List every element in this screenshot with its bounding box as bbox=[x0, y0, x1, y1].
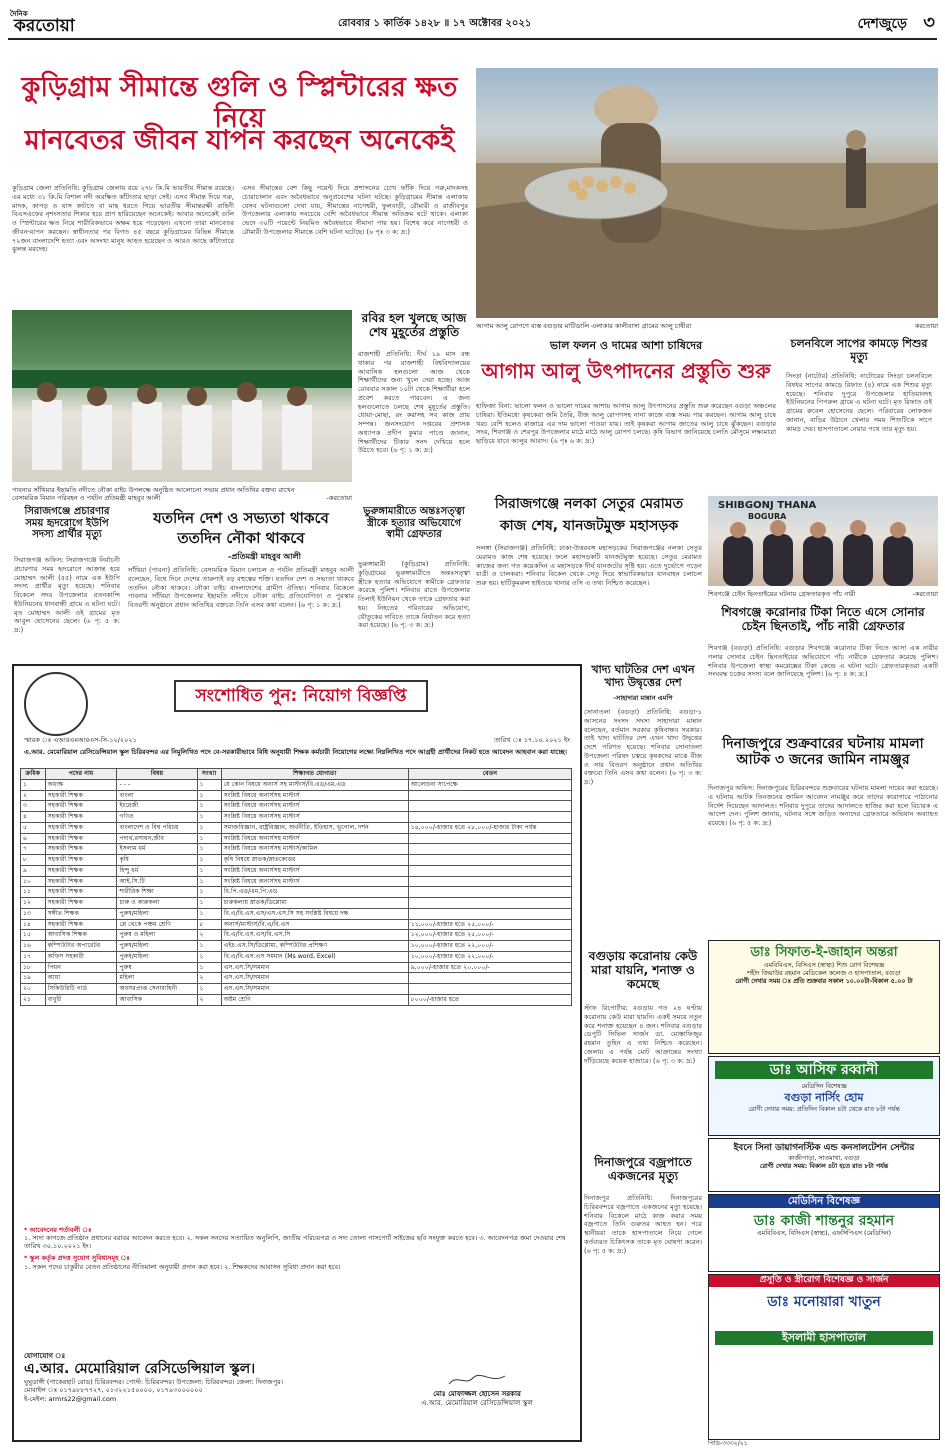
job-table-cell: প্লে থেকে পঞ্চম শ্রেণি bbox=[117, 919, 197, 930]
job-table-cell: ৪ bbox=[21, 812, 46, 823]
footer-code: পিডি-৩৩৩২/২১ bbox=[708, 1440, 748, 1447]
job-table-cell: সহকারী শিক্ষক bbox=[45, 919, 117, 930]
job-table-cell: এস.এস.সি/সমমান bbox=[221, 984, 408, 995]
job-table-cell: ১৩ bbox=[21, 908, 46, 919]
doctor-1-time: রোগী দেখার সময় ঃ প্রতি শুক্রবার সকাল ১০.০০টা-বিকাল ৫.০০ টা bbox=[735, 978, 913, 986]
job-table-cell: সংশ্লিষ্ট বিষয়ে অনার্সসহ মাস্টার্স bbox=[221, 876, 408, 887]
job-table-cell: যে কোন বিষয়ে অনার্স সহ মাস্টার্স/বি.এড/এম.এড bbox=[221, 779, 408, 790]
potato-headline: আগাম আলু উৎপাদনের প্রস্তুতি শুরু bbox=[481, 359, 771, 383]
job-table-cell: ১ bbox=[197, 984, 221, 995]
job-table-cell: পুরুষ bbox=[117, 962, 197, 973]
shibganj-credit: -করতোয়া bbox=[912, 590, 938, 598]
job-table-row bbox=[21, 876, 572, 887]
job-table-cell: বাংলাদেশ ও বিশ্ব পরিচয় bbox=[117, 822, 197, 833]
job-table-cell: হিন্দু ধর্ম bbox=[117, 865, 197, 876]
job-table-cell: ১ bbox=[197, 962, 221, 973]
doctor-4-place: ইসলামী হাসপাতাল bbox=[715, 1331, 933, 1345]
job-table-cell: সহকারী শিক্ষক bbox=[45, 812, 117, 823]
job-contact bbox=[24, 1352, 364, 1403]
corona-headline: বগুড়ায় করোনায় কেউ মারা যায়নি, শনাক্ত ও কমেছে bbox=[588, 949, 698, 991]
job-table-wrap bbox=[20, 768, 572, 1006]
job-table-header: ক্রমিক bbox=[21, 769, 46, 780]
doctor-1-name: ডাঃ সিফাত-ই-জাহান অন্তরা bbox=[750, 945, 898, 960]
signature-mark bbox=[384, 1372, 570, 1390]
benefits-text: ১. সকল পদের চাকুরীর বেতন প্রতিষ্ঠানের নীতিমালা অনুযায়ী প্রদান করা হবে। ২. শিক্ষকদের আবাসন সুবিধা প্রদান করা হবে। bbox=[24, 1262, 341, 1271]
lead-body-col2: এসব সীমান্তের বেশ কিছু পয়েন্ট দিয়ে প্রশাসনের চোখ ফাঁকি দিয়ে গরু,মাদকসহ চোরাচালান এবং অবৈধভাবে অনুপ্রবেশের ঘটনা ঘটছে। কুড়িগ্রামের সীমান্ত এলাকায় যেসব ঘটনাগুলো দেখা যায়, সীমান্তের নাগেশ্বরী, ফুলবাড়ী, রৌমারী ও রাজীবপুর উপজেলার এলাকায় সবচেয়ে বেশি অবৈধভাবে সীমান্ত অতিক্রম ঘটে থাকে। এলাকা ভেদে ৩০টি পয়েন্টে নিয়মিত অবৈধভাবে সীমানা পার হয়। বিশেষ করে নাগেশ্বরী ও রৌমারী উপজেলার সীমান্তে বেশি ঘটনা ঘটেছে। (৬ পৃঃ ৩ ক: দ্র:) bbox=[242, 184, 468, 236]
job-table-cell: ২ bbox=[197, 930, 221, 941]
doctor-ad-2 bbox=[708, 1056, 940, 1136]
job-table-cell: ১ bbox=[197, 951, 221, 962]
potato-photo-caption: আগাম আলু রোপণে ব্যস্ত বগুড়ার মাটিডালি এলাকার কালীবাসা গ্রামের আলু চাষীরা bbox=[476, 322, 692, 330]
job-table-cell: গণিত bbox=[117, 812, 197, 823]
job-table-cell bbox=[408, 833, 571, 844]
job-table-row bbox=[21, 919, 572, 930]
rally-photo-caption: পাবনার সাঁথিয়ার ইছামতি নদীতে নৌকা বাইচ উপলক্ষে অনুষ্ঠিত আলোচনা সভায় প্রধান অতিথির বক্তব্য রাখেন বেসামরিক বিমান পরিবহন ও পর্যটন প্রতিমন্ত্রী মাহবুব আলী bbox=[12, 486, 295, 503]
rally-body: সাঁথিয়া (পাবনা) প্রতিনিধি: বেসামরিক বিমান চলাচল ও পর্যটন প্রতিমন্ত্রী মাহবুব আলী বলেছেন, বিশ্বে দিনে দেশের তারুণ্যই বড় বহুত্বের শক্তি। যতদিন দেশ ও সভ্যতা থাকবে ততদিন নৌকা থাকবে। নৌকা বাইচ বাংলাদেশের গ্রামীণ ঐতিহ্য। শনিবার বিকেলে পাবনার সাঁথিয়া উপজেলার ইছামতি নদীতে নৌকা বাইচ প্রতিযোগিতা ও পুরস্কার বিতরণী অনুষ্ঠানে প্রধান অতিথির বক্তব্যে তিনি এসব কথা বলেন। (৬ পৃ: ১ ক: দ্র:) bbox=[128, 566, 354, 610]
snake-story bbox=[784, 338, 936, 488]
school-address: ঘুঘুডাঙ্গী (পাকেরহাট রোড) চিরিরবন্দর। পোস্ট: চিরিরবন্দর। উপজেলা: চিরিরবন্দর। জেলা: দিনাজপুর। bbox=[24, 1378, 284, 1387]
job-table-cell: সহকারী শিক্ষক bbox=[45, 898, 117, 909]
job-table-header: সংখ্যা bbox=[197, 769, 221, 780]
potato-farmer-photo bbox=[476, 68, 938, 318]
job-table-cell: শারীরিক শিক্ষা bbox=[117, 887, 197, 898]
potato-kicker: ভাল ফলন ও দামের আশা চাষিদের bbox=[549, 339, 703, 352]
job-table-cell: ১০,০০০/-হাজার হতে ২২,০০০/- bbox=[408, 951, 571, 962]
signatory-title: এ.আর. মেমোরিয়াল রেসিডেন্সিয়াল স্কুল bbox=[421, 1398, 533, 1407]
job-table-cell: এইচ.এস.সি/ডিপ্লোমা, কম্পিউটার প্রশিক্ষণ bbox=[221, 941, 408, 952]
food-headline: খাদ্য ঘাটতির দেশ এখন খাদ্য উদ্বৃত্তের দেশ bbox=[591, 663, 695, 689]
job-table-cell: আলোচনা সাপেক্ষে bbox=[408, 779, 571, 790]
job-table-cell: সহকারী শিক্ষক bbox=[45, 822, 117, 833]
job-table-row bbox=[21, 822, 572, 833]
job-table-cell: সহকারী শিক্ষক bbox=[45, 855, 117, 866]
job-table-cell: অষ্টম শ্রেণি bbox=[221, 994, 408, 1005]
job-table-cell: - - - bbox=[117, 779, 197, 790]
job-table-cell: ১ bbox=[21, 779, 46, 790]
job-table-cell: বাংলা bbox=[117, 790, 197, 801]
rally-photo-credit: -করতোয়া bbox=[326, 494, 352, 502]
school-name: এ.আর. মেমোরিয়াল রেসিডেন্সিয়াল স্কুল। bbox=[24, 1360, 256, 1377]
siraj-up-headline: সিরাজগঞ্জে প্রচারণার সময় হৃদরোগে ইউপি সদস্য প্রার্থীর মৃত্যু bbox=[24, 506, 110, 540]
job-ad-title: সংশোধিত পুন: নিয়োগ বিজ্ঞপ্তি bbox=[174, 680, 428, 712]
doctor-1-detail: এমবিবিএস, বিসিএস (স্বাস্থ্য) শিশু রোগ বিশেষজ্ঞ bbox=[763, 961, 885, 969]
shibganj-caption: শিবগঞ্জে চেইন ছিনতাইয়ের ঘটনায় গ্রেফতারকৃত পাঁচ নারী bbox=[708, 590, 856, 598]
shibganj-photo bbox=[708, 496, 938, 586]
job-ad bbox=[12, 664, 582, 1442]
siraj-up-body: সিরাজগঞ্জ অফিস: সিরাজগঞ্জে নির্বাচনী প্রচারণার সময় হৃদরোগে আক্রান্ত হয়ে মোহাম্মদ আলী (৫৫) নামে এক ইউপি সদস্য প্রার্থীর মৃত্যু হয়েছে। শনিবার বিকেলে সদর উপজেলার রতনকান্দি ইউনিয়নের ধানবান্ধী গ্রামে এ ঘটনা ঘটে। মৃত মোহাম্মদ আলী ওই গ্রামের মৃত আবুল হোসেনের ছেলে। (৬ পৃ: ৫ ক: দ্র:) bbox=[14, 556, 120, 635]
job-table-cell: সহকারী শিক্ষক bbox=[45, 790, 117, 801]
job-table-cell: সহকারী শিক্ষক bbox=[45, 887, 117, 898]
shibganj-photo-label1: SHIBGONJ THANA bbox=[718, 500, 817, 511]
job-table-cell: ১ bbox=[197, 898, 221, 909]
job-table-cell bbox=[408, 973, 571, 984]
job-table-cell: ১ bbox=[197, 876, 221, 887]
job-table-cell: ৫ bbox=[21, 822, 46, 833]
job-table-cell bbox=[408, 865, 571, 876]
farmer-illustration bbox=[476, 68, 938, 318]
school-seal-icon bbox=[24, 672, 88, 736]
benefits-heading: * স্কুল কর্তৃক প্রদত্ত সুযোগ সুবিধাসমূহ ঃ bbox=[24, 1254, 130, 1263]
job-table-cell: চারুকলায় স্নাতক/ডিপ্লোমা bbox=[221, 898, 408, 909]
job-table-row bbox=[21, 994, 572, 1005]
job-table-cell: ১ bbox=[197, 790, 221, 801]
lead-headline-2: মানবেতর জীবন যাপন করছেন অনেকেই bbox=[24, 125, 455, 156]
job-table-row bbox=[21, 962, 572, 973]
job-table-row bbox=[21, 790, 572, 801]
rally-photo bbox=[12, 310, 352, 482]
job-table-cell: সংশ্লিষ্ট বিষয়ে অনার্সসহ মাস্টার্স bbox=[221, 812, 408, 823]
job-table-cell: সহকারী শিক্ষক bbox=[45, 801, 117, 812]
doctor-4-name: ডাঃ মনোয়ারা খাতুন bbox=[767, 1293, 881, 1310]
bridge-headline-1: সিরাজগঞ্জে নলকা সেতুর মেরামত bbox=[494, 496, 684, 512]
job-table-cell: সহকারী শিক্ষক bbox=[45, 833, 117, 844]
job-table-header: শিক্ষাগত যোগ্যতা bbox=[221, 769, 408, 780]
lead-body-col1: কুড়িগ্রাম জেলা প্রতিনিধি: কুড়িগ্রাম জেলায় রয়ে ২৭৮ কি.মি ভারতীয় সীমান্ত রয়েছে। এর মধ্যে ৩১ কি.মি বিশাল নদী অরক্ষিত কাঁটাতার ছাড়া সেই। এসব সীমান্ত দিয়ে গরু, মাদক, কাপড় ও যাস কাটতে বা মাছ ধরতে গিয়ে ভারতীয় সীমান্তরক্ষী বাহিনী বিএসএফের নৃশংসতার শিকার হয়ে প্রাণ হারিয়েছেন অনেকেই। আবার অনেকেই গুলি ও স্প্লিন্টারের ক্ষত নিয়ে শারীরিকভাবে অক্ষম হয়ে পড়েছেন। এখনো তারা মানবেতর জীবন-যাপন করছেন। স্বাধীনতার পর বিগত ৪৫ বছরে কুড়িগ্রামের বিভিন্ন সীমান্তে ৭২জন বাংলাদেশি হত্যা এবং অসংখ্য মানুষ আহত হয়েছেন ও আরও আছে কাঁটাতারে ঝুলন্ত মরদেহ। bbox=[12, 184, 234, 254]
job-table-cell: ১৫ bbox=[21, 930, 46, 941]
job-table-cell: ৮০০০/-হাজার হতে bbox=[408, 994, 571, 1005]
job-table-cell: সংশ্লিষ্ট বিষয়ে অনার্সসহ মাস্টার্স bbox=[221, 833, 408, 844]
job-table-cell: পুরুষ/মহিলা bbox=[117, 951, 197, 962]
job-table-cell: ৯,০০০/-হাজার হতে ২০,০০০/- bbox=[408, 962, 571, 973]
job-table-cell: ১৯ bbox=[21, 973, 46, 984]
school-phone: মোবাইল ঃ ০১৭৯৮৮৭৭২৭, ০১৩২২১৫০০০০, ০১৭৯৩০০০০০০ bbox=[24, 1386, 203, 1395]
doctor-ad-4 bbox=[708, 1274, 940, 1440]
rally-byline: -প্রতিমন্ত্রী মাহবুব আলী bbox=[228, 552, 301, 561]
doctor-ad-3 bbox=[708, 1194, 940, 1272]
job-table-row bbox=[21, 855, 572, 866]
job-notes bbox=[24, 1226, 570, 1271]
job-table-cell: সঙ্গীত শিক্ষক bbox=[45, 908, 117, 919]
doctor-3-place: এমবিবিএস, বিসিএস (স্বাস্থ্য), এফসিপিএস (মেডিসিন) bbox=[756, 1230, 892, 1238]
job-table-cell: ৮ bbox=[21, 855, 46, 866]
job-table-cell: ৭ bbox=[21, 844, 46, 855]
job-table-cell: বি.এ/বি.এস.এস সমমান (Ms word, Excel) bbox=[221, 951, 408, 962]
job-table-cell: অফিস সহকারী bbox=[45, 951, 117, 962]
job-table-cell: সিকিউরিটি গার্ড bbox=[45, 984, 117, 995]
lightning-body: দিনাজপুর প্রতিনিধি: দিনাজপুরের চিরিরবন্দরে বজ্রপাতে একজনের মৃত্যু হয়েছে। শনিবার বিকেলে মাঠে কাজ করার সময় বজ্রপাতে তিনি গুরুতর আহত হন। পরে স্থানীয়রা তাকে হাসপাতালে নিয়ে গেলে কর্তব্যরত চিকিৎসক তাকে মৃত ঘোষণা করেন। (৬ পৃ: ৫ ক: দ্র:) bbox=[584, 1194, 702, 1255]
job-table-cell: আবাসিক bbox=[117, 994, 197, 1005]
job-table-cell: ২১ bbox=[21, 994, 46, 1005]
job-table-cell: ১ bbox=[197, 844, 221, 855]
job-table-cell bbox=[408, 887, 571, 898]
shibganj-headline: শিবগঞ্জে করোনার টিকা নিতে এসে সোনার চেইন ছিনতাই, পাঁচ নারী গ্রেফতার bbox=[721, 605, 925, 633]
food-body: সোনাতলা (বগুড়া) প্রতিনিধি: বগুড়া-১ আসনের সংসদ সদস্য সাহাদারা মান্নান বলেছেন, বর্তমান সরকার কৃষিবান্ধব সরকার। তাই খাদ্য ঘাটতির দেশ এখন খাদ্য উদ্বৃত্তের দেশে পরিণত হয়েছে। শনিবার সোনাতলা উপজেলা পরিষদ চত্বরে কৃষকদের মাঝে বীজ ও সার বিতরণ অনুষ্ঠানে প্রধান অতিথির বক্তব্যে তিনি এসব কথা বলেন। (৬ পৃ: ৩ ক: দ্র:) bbox=[584, 708, 702, 787]
job-table-cell: বি.এ/বি.এস.এস/এস.এস.সি সহ সংশ্লিষ্ট বিষয়ে দক্ষ bbox=[221, 908, 408, 919]
job-table-cell: সংশ্লিষ্ট বিষয়ে অনার্সসহ মাস্টার্স bbox=[221, 865, 408, 876]
job-table-cell: ১ bbox=[197, 822, 221, 833]
bridge-body: সলঙ্গা (সিরাজগঞ্জ) প্রতিনিধি: ঢাকা-উত্তরবঙ্গ মহাসড়কের সিরাজগঞ্জের নলকা সেতুর মেরামত কাজ শেষ হয়েছে। ফলে মহাসড়কটি যানজটমুক্ত হয়েছে। সেতুর মেরামত কাজের জন্য গত কয়েকদিন এ মহাসড়কে দীর্ঘ যানজটের সৃষ্টি হয়। এতে দুর্ভোগে পড়েন যাত্রী ও চালকরা। শনিবার বিকেল থেকে সেতু দিয়ে স্বাভাবিকভাবে যানবাহন চলাচল শুরু হয়। হাটিকুমরুল হাইওয়ে থানার ওসি এ তথ্য নিশ্চিত করেছেন। bbox=[476, 544, 702, 588]
job-table-cell: ১ bbox=[197, 833, 221, 844]
job-table-cell bbox=[408, 898, 571, 909]
potato-body: হাফিজা বিনা: ভালো ফলন ও ভালো দামের আশায় আগাম আলু উৎপাদনের প্রস্তুতি শুরু করেছেন বগুড়া অঞ্চলের চাষিরা। ইতিমধ্যে কৃষকেরা জমি তৈরি, বীজ আলু রোপণসহ নানা কাজে ব্যস্ত সময় পার করছেন। আগাম আলু চাষে খরচ বেশি হলেও বাজারে এর দাম ভালো পাওয়া যায়। তাই কৃষকরা আগাম জাতের আলু চাষে ঝুঁকছেন। বগুড়ার সদর, শিবগঞ্জ ও শেরপুর উপজেলার মাঠে মাঠে আলু রোপণ চলছে। কৃষি বিভাগ জানিয়েছে চলতি মৌসুমে লক্ষ্যমাত্রা ছাড়িয়ে যাবে আলুর আবাদ। (৬ পৃঃ ৬ ক: দ্র:) bbox=[476, 402, 776, 446]
job-table-cell: ৩ bbox=[21, 801, 46, 812]
notes-text: ১. সাদা কাগজে প্রতিষ্ঠান প্রধানের বরাবর আবেদন করতে হবে। ২. সকল সনদের সত্যায়িত অনুলিপি, জাতীয় পরিচয়পত্র ও সদ্য তোলা পাসপোর্ট সাইজের ছবি সংযুক্ত করতে হবে। ৩. আবেদনপত্র জমা দেওয়ার শেষ তারিখ ৩০.১০.২০২১ ইং। bbox=[24, 1234, 566, 1251]
job-table-cell: ১ bbox=[197, 855, 221, 866]
job-table-cell: ১ bbox=[197, 865, 221, 876]
job-table-row bbox=[21, 833, 572, 844]
job-table-cell: আয়া bbox=[45, 973, 117, 984]
job-table-cell: ২ bbox=[197, 994, 221, 1005]
job-table-cell: ১২,০০০/-হাজার হতে ২৫,০০০/- bbox=[408, 930, 571, 941]
signature-block bbox=[384, 1372, 570, 1408]
job-table-cell: ১ bbox=[197, 779, 221, 790]
signatory-name: মোঃ মোফাজ্জল হোসেন সরকার bbox=[433, 1390, 521, 1398]
job-table-cell: ২০ bbox=[21, 984, 46, 995]
doctor-3-name: ডাঃ কাজী শান্তনুর রহমান bbox=[753, 1213, 895, 1229]
job-table-cell: ২ bbox=[197, 973, 221, 984]
job-table-row bbox=[21, 865, 572, 876]
job-table-row bbox=[21, 973, 572, 984]
page-header bbox=[8, 8, 937, 40]
job-table-cell: সহকারী শিক্ষক bbox=[45, 865, 117, 876]
job-table-cell: ১৬ bbox=[21, 941, 46, 952]
job-table-header: পদের নাম bbox=[45, 769, 117, 780]
job-table-cell: কৃষি বিষয়ে স্নাতক/স্নাতকোত্তর bbox=[221, 855, 408, 866]
rally-headline-2: ততদিন নৌকা থাকবে bbox=[177, 529, 305, 547]
lead-headline-1: কুড়িগ্রাম সীমান্তে গুলি ও স্প্লিন্টারের ক্ষত নিয়ে bbox=[21, 72, 458, 135]
dinajpur-case-headline: দিনাজপুরে শুক্রবারের ঘটনায় মামলা আটক ৩ জনের জামিন নামঞ্জুর bbox=[722, 736, 924, 769]
masthead-logo bbox=[8, 10, 128, 36]
job-table-cell bbox=[408, 801, 571, 812]
job-table-cell: সংশ্লিষ্ট বিষয়ে অনার্সসহ মাস্টার্স/কামিল bbox=[221, 844, 408, 855]
shibganj-photo-label2: BOGURA bbox=[748, 512, 787, 521]
job-table-cell: সংশ্লিষ্ট বিষয়ে অনার্সসহ মাস্টার্স bbox=[221, 801, 408, 812]
job-table-cell: ১৪,০০০/-হাজার হতে ২৮,০০০/-হাজার টাকা পর্যন্ত bbox=[408, 822, 571, 833]
dateline: রোববার ১ কার্তিক ১৪২৮ ॥ ১৭ অক্টোবর ২০২১ bbox=[338, 18, 532, 29]
bhurungamari-headline: ভুরুঙ্গামারীতে অন্তঃসত্ত্বা স্ত্রীকে হত্যার অভিযোগে স্বামী গ্রেফতার bbox=[363, 506, 465, 540]
job-table-row bbox=[21, 779, 572, 790]
diagnostic-name: ইবনে সিনা ডায়াগনস্টিক এন্ড কনসালটেশন সেন্টার bbox=[733, 1143, 915, 1153]
potato-photo-credit: করতোয়া bbox=[914, 322, 938, 330]
crowd-illustration bbox=[12, 310, 352, 482]
job-table-row bbox=[21, 844, 572, 855]
job-table-row bbox=[21, 887, 572, 898]
doctor-ad-1 bbox=[708, 940, 940, 1054]
job-table-cell bbox=[408, 876, 571, 887]
snake-body: সিংড়া (নাটোর) প্রতিনিধি: নাটোরের সিংড়া চলনবিলে বিষধর সাপের কামড়ে রিফাত (৪) নামে এক শিশুর মৃত্যু হয়েছে। শনিবার দুপুরে উপজেলার হাতিয়ানদহ ইউনিয়নের পিপরুল গ্রামে এ ঘটনা ঘটে। মৃত রিফাত ওই গ্রামের রুবেল হোসেনের ছেলে। পরিবারের লোকজন জানান, বাড়ির উঠানে খেলার সময় শিশুটিকে সাপে কামড় দেয়। হাসপাতালে নেয়ার পথে তার মৃত্যু হয়। bbox=[786, 372, 932, 433]
job-table-cell: পুরুষ ও মহিলা bbox=[117, 930, 197, 941]
job-table-cell: পিয়ন bbox=[45, 962, 117, 973]
page-number: ৩ bbox=[923, 12, 935, 33]
job-table-cell: আই.সি.টি bbox=[117, 876, 197, 887]
doctor-2-name: ডাঃ আসিফ রব্বানী bbox=[715, 1061, 933, 1079]
food-byline: -সাহাদারা মান্নান এমপি bbox=[613, 694, 673, 702]
job-table-cell: ১৭ bbox=[21, 951, 46, 962]
doctor-1-place: শহীদ জিয়াউর রহমান মেডিকেল কলেজ ও হাসপাতাল, বগুড়া bbox=[747, 970, 901, 978]
job-table-cell: ১ bbox=[197, 941, 221, 952]
job-table-cell: এস.এস.সি/সমমান bbox=[221, 962, 408, 973]
rabbi-headline: রবির হল খুলছে আজ শেষ মুহূর্তের প্রস্তুতি bbox=[361, 311, 467, 339]
job-table-row bbox=[21, 801, 572, 812]
job-table-cell: ১১,০০০/-হাজার হতে ২৫,০০০/- bbox=[408, 919, 571, 930]
job-table-cell: বি.পি.এড/এম.পি.এড bbox=[221, 887, 408, 898]
job-table-cell: ইংরেজী bbox=[117, 801, 197, 812]
doctor-2-place: বগুড়া নার্সিং হোম bbox=[784, 1091, 864, 1105]
job-table-cell: ৮ bbox=[197, 919, 221, 930]
job-table-cell: অবসরপ্রাপ্ত সেনাবাহিনী bbox=[117, 984, 197, 995]
job-table-cell: কৃষি bbox=[117, 855, 197, 866]
doctor-2-detail: মেডিসিন বিশেষজ্ঞ bbox=[801, 1083, 847, 1091]
job-table-cell bbox=[408, 908, 571, 919]
snake-headline: চলনবিলে সাপের কামড়ে শিশুর মৃত্যু bbox=[790, 337, 928, 363]
bridge-headline-2: কাজ শেষ, যানজটমুক্ত মহাসড়ক bbox=[499, 518, 679, 534]
job-table-cell: ১২ bbox=[21, 898, 46, 909]
job-table-row bbox=[21, 984, 572, 995]
job-table-cell: ১৮ bbox=[21, 962, 46, 973]
corona-body: স্টাফ রিপোর্টার: বগুড়ায় গত ২৪ ঘণ্টায় করোনায় কেউ মারা যায়নি। একই সময়ে নতুন করে শনাক্ত হয়েছেন ৪ জন। শনিবার বগুড়ার ডেপুটি সিভিল সার্জন ডা. মোস্তাফিজুর রহমান তুহিন এ তথ্য নিশ্চিত করেছেন। জেলায় এ পর্যন্ত মোট আক্রান্তের সংখ্যা দাঁড়িয়েছে কয়েক হাজারে। (৬ পৃ: ৩ ক: দ্র:) bbox=[584, 1004, 702, 1065]
job-table-cell: সংশ্লিষ্ট বিষয়ে অনার্সসহ মাস্টার্স bbox=[221, 790, 408, 801]
job-table-cell: ১৪ bbox=[21, 919, 46, 930]
diagnostic-time: রোগী দেখার সময়: বিকাল ৪টা হতে রাত ৮টা পর্যন্ত bbox=[759, 1162, 889, 1170]
logo-small: দৈনিক bbox=[10, 10, 28, 18]
doctor-4-detail: প্রসূতি ও স্ত্রীরোগ বিশেষজ্ঞ ও সার্জন bbox=[709, 1275, 939, 1287]
job-table-cell: ২ bbox=[21, 790, 46, 801]
contact-heading: যোগাযোগ ঃ bbox=[24, 1352, 66, 1360]
rabbi-body: রাজশাহী প্রতিনিধি: দীর্ঘ ১৯ মাস বন্ধ থাকার পর রাজশাহী বিশ্ববিদ্যালয়ের আবাসিক হলগুলো আজ থেকে শিক্ষার্থীদের জন্য খুলে দেয়া হচ্ছে। আজ রোববার সকাল ১০টা থেকে শিক্ষার্থীরা হলে প্রবেশ করতে পারবেন। এ জন্য হলগুলোতে চলছে শেষ মুহূর্তের প্রস্তুতি। ধোয়া-মোছা, রং করাসহ সব কাজ প্রায় সম্পন্ন। জনসংযোগ দপ্তরের প্রশাসক অধ্যাপক প্রদীপ কুমার পাণ্ডে জানান, শিক্ষার্থীদের টিকার সনদ দেখিয়ে হলে উঠতে হবে। (৬ পৃ: ১ ক: দ্র:) bbox=[358, 350, 470, 455]
doctor-2-time: রোগী দেখার সময়: প্রতিদিন বিকাল ৪টা থেকে রাত ৮টা পর্যন্ত bbox=[748, 1105, 900, 1113]
job-table-cell: ১০,০০০/-হাজার হতে ২২,০০০/- bbox=[408, 941, 571, 952]
school-email: ই-মেইল: armrs22@gmail.com bbox=[24, 1394, 117, 1403]
dinajpur-case-body: দিনাজপুর অফিস: দিনাজপুরের চিরিরবন্দরে শুক্রবারের ঘটনায় মামলা দায়ের করা হয়েছে। এ ঘটনায় আটক তিনজনের জামিন আবেদন নামঞ্জুর করে তাদের কারাগারে পাঠানোর নির্দেশ দিয়েছেন আদালত। শনিবার দুপুরে তাদের আদালতে হাজির করা হলে বিচারক এ আদেশ দেন। পুলিশ জানায়, ঘটনার সঙ্গে জড়িত অন্যদের গ্রেফতারে অভিযান অব্যাহত রয়েছে। (৬ পৃ: ৫ ক: দ্র:) bbox=[708, 784, 938, 828]
job-table-cell: ১০ bbox=[21, 876, 46, 887]
job-table bbox=[20, 768, 572, 1006]
job-table-cell: ১১ bbox=[21, 887, 46, 898]
job-table-cell: অধ্যক্ষ bbox=[45, 779, 117, 790]
job-table-header: বিষয় bbox=[117, 769, 197, 780]
lightning-headline: দিনাজপুরে বজ্রপাতে একজনের মৃত্যু bbox=[594, 1155, 692, 1183]
job-table-cell: পদার্থ,রসায়ন,জীব bbox=[117, 833, 197, 844]
job-table-cell: বি.এ/বি.এস.এস/বি.এস.সি bbox=[221, 930, 408, 941]
job-table-cell: সহকারী শিক্ষক bbox=[45, 876, 117, 887]
job-table-row bbox=[21, 930, 572, 941]
job-table-cell: ১ bbox=[197, 887, 221, 898]
job-table-cell bbox=[408, 812, 571, 823]
job-table-cell: আবাসিক শিক্ষক bbox=[45, 930, 117, 941]
job-table-row bbox=[21, 898, 572, 909]
job-table-cell: পুরুষ/মহিলা bbox=[117, 941, 197, 952]
shibganj-body: শিবগঞ্জ (বগুড়া) প্রতিনিধি: বগুড়ার শিবগঞ্জে করোনার টিকা নিতে আসা এক নারীর গলার সোনার চেইন ছিনতাইয়ের অভিযোগে পাঁচ নারীকে গ্রেফতার করেছে পুলিশ। শনিবার উপজেলা স্বাস্থ্য কমপ্লেক্সের টিকা কেন্দ্রে এ ঘটনা ঘটে। গ্রেফতারকৃতরা একটি সংঘবদ্ধ চক্রের সদস্য বলে জানিয়েছে পুলিশ। (৬ পৃ: ৪ ক: দ্র:) bbox=[708, 644, 938, 679]
job-ad-intro: এ.আর. মেমোরিয়াল রেসিডেন্সিয়াল স্কুল চিরিরবন্দর এর নিমুলিখিত পদে বে-সরকারীভাবে বিধি অনুযায়ী শিক্ষক কর্মচারী নিয়োগের লক্ষ্যে নিম্নলিখিত পদে আগ্রহী প্রার্থীদের নিকট হতে আবেদন আহবান করা যাচ্ছে। bbox=[24, 748, 567, 756]
job-table-cell: চারু ও কারুকলা bbox=[117, 898, 197, 909]
job-table-cell: কম্পিউটার অপারেটর bbox=[45, 941, 117, 952]
section-name: দেশজুড়ে bbox=[857, 16, 907, 32]
job-table-cell bbox=[408, 855, 571, 866]
job-ad-memo: স্মারক ঃ এআরএমআরএস-সি-১২/২০২১ bbox=[24, 736, 137, 744]
job-table-cell: সহকারী শিক্ষক bbox=[45, 844, 117, 855]
job-table-row bbox=[21, 908, 572, 919]
job-table-cell: এস.এস.সি/সমমান bbox=[221, 973, 408, 984]
logo-text: করতোয়া bbox=[14, 16, 75, 36]
diagnostic-detail: কাজীপাড়া, সাতমাথা, বগুড়া bbox=[788, 1154, 860, 1162]
job-table-cell: বাবুর্চি bbox=[45, 994, 117, 1005]
job-table-cell bbox=[408, 790, 571, 801]
diagnostic-ad bbox=[708, 1138, 940, 1192]
job-table-cell: অনার্স/মাস্টার্স/বি.এ/বি.এস bbox=[221, 919, 408, 930]
job-table-cell: পুরুষ/মহিলা bbox=[117, 908, 197, 919]
job-ad-date: তারিখ ঃ ১৭.১০.২০২১ ইং bbox=[493, 736, 570, 744]
job-table-cell: ৯ bbox=[21, 865, 46, 876]
job-table-cell: সমাজবিজ্ঞান, রাষ্ট্রবিজ্ঞান, অর্থনীতি, ইতিহাস, ভূগোল, দর্শন bbox=[221, 822, 408, 833]
job-table-cell bbox=[408, 844, 571, 855]
rally-headline-1: যতদিন দেশ ও সভ্যতা থাকবে bbox=[153, 509, 329, 527]
job-table-row bbox=[21, 951, 572, 962]
job-table-cell: ইসলাম ধর্ম bbox=[117, 844, 197, 855]
job-table-cell: ৬ bbox=[21, 833, 46, 844]
job-table-row bbox=[21, 812, 572, 823]
job-table-cell: ১ bbox=[197, 908, 221, 919]
job-table-row bbox=[21, 941, 572, 952]
job-table-header: বেতন bbox=[408, 769, 571, 780]
doctor-3-detail: মেডিসিন বিশেষজ্ঞ bbox=[709, 1195, 939, 1208]
bhurungamari-body: ভুরুঙ্গামারী (কুড়িগ্রাম) প্রতিনিধি: কুড়িগ্রামের ভুরুঙ্গামারীতে অন্তঃসত্ত্বা স্ত্রীকে হত্যার অভিযোগে স্বামীকে গ্রেফতার করেছে পুলিশ। শনিবার রাতে উপজেলার তিলাই ইউনিয়ন থেকে তাকে গ্রেফতার করা হয়। নিহতের পরিবারের অভিযোগ, যৌতুকের দাবিতে তাকে নির্যাতন করে হত্যা করা হয়েছে। (৬ পৃ: ৩ ক: দ্র:) bbox=[358, 560, 470, 630]
job-table-cell: ১ bbox=[197, 801, 221, 812]
notes-heading: * আবেদনের শর্তাবলী ঃ bbox=[24, 1226, 92, 1234]
job-table-cell bbox=[408, 984, 571, 995]
job-table-cell: মহিলা bbox=[117, 973, 197, 984]
job-table-cell: ১ bbox=[197, 812, 221, 823]
